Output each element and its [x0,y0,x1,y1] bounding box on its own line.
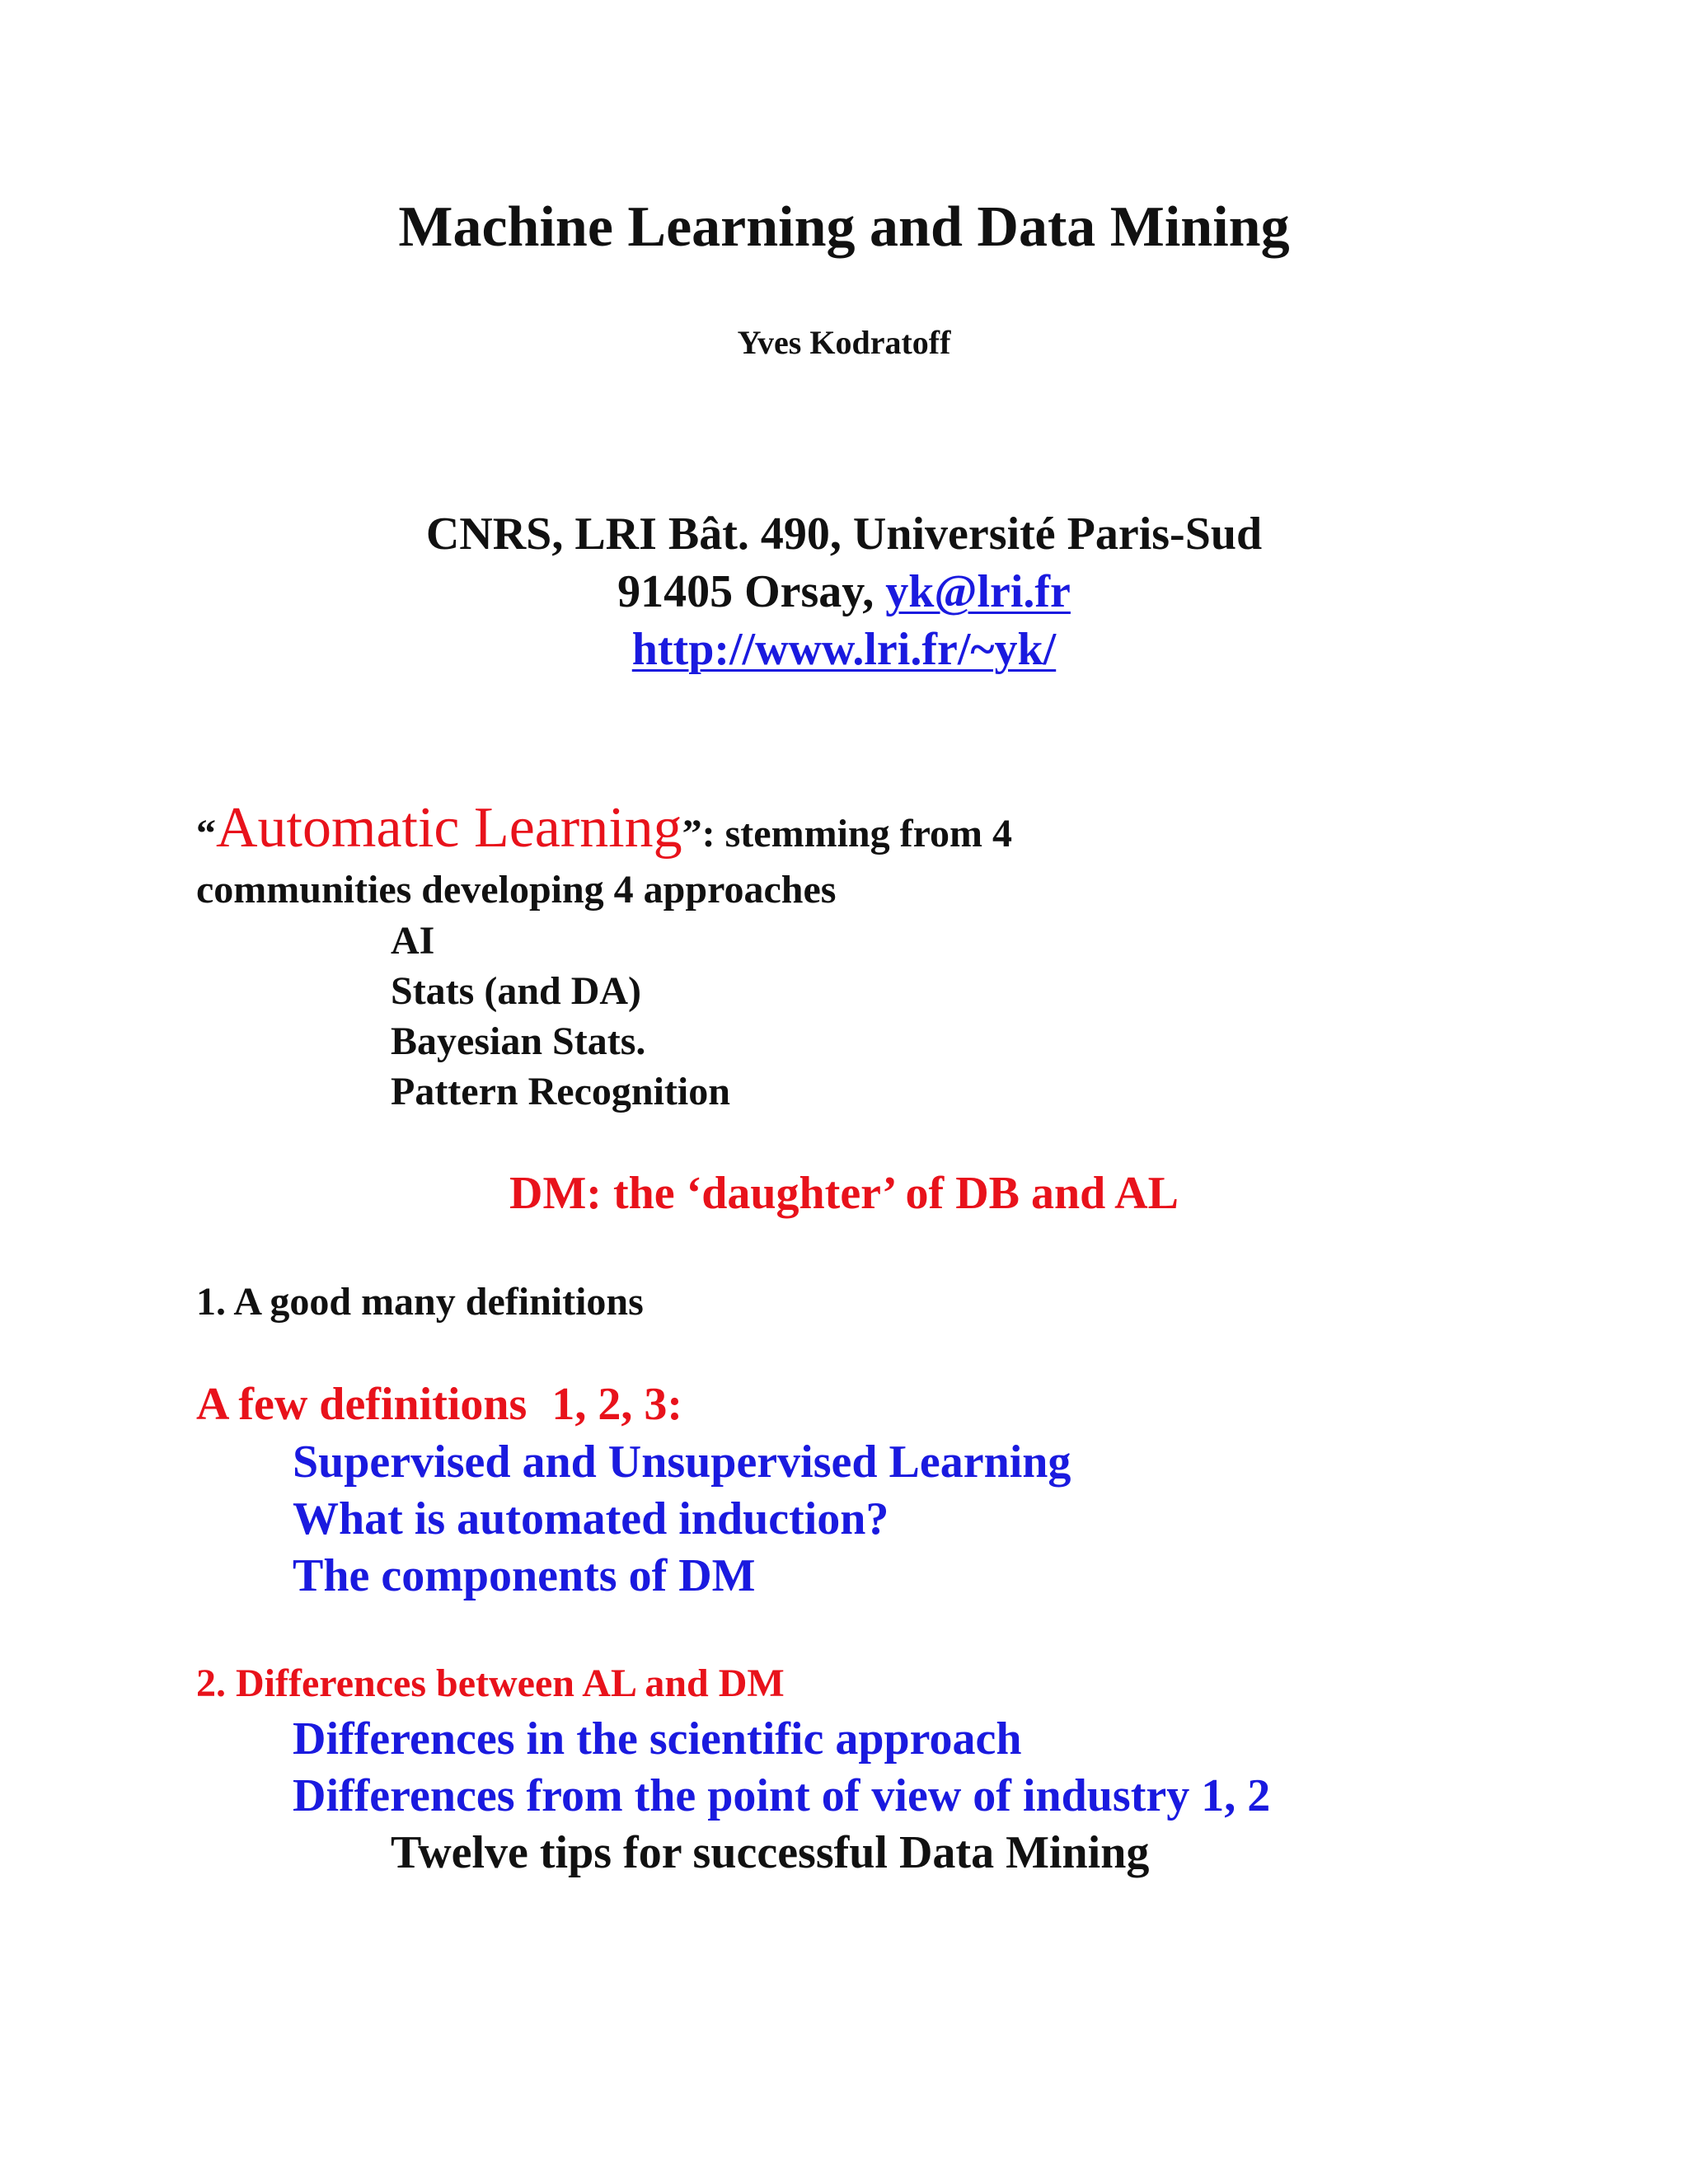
definition-item[interactable]: The components of DM [293,1550,756,1601]
intro-continuation: communities developing 4 approaches [196,868,837,912]
email-link[interactable]: yk@lri.fr [885,566,1071,617]
section-1-title: 1. A good many definitions [196,1280,644,1324]
few-definitions-line [196,1378,682,1431]
author-name: Yves Kodratoff [737,324,951,361]
affiliation-line: CNRS, LRI Bât. 490, Université Paris-Sud [425,509,1263,560]
homepage-line [0,623,1688,676]
approach-item: AI [391,919,435,963]
intro-rest: ”: stemming from 4 [682,812,1012,855]
approach-item: Pattern Recognition [391,1070,730,1113]
few-definitions-link[interactable]: A few definitions [196,1379,528,1430]
section-2-title[interactable]: 2. Differences between AL and DM [196,1661,785,1705]
definition-item[interactable]: What is automated induction? [293,1493,889,1544]
open-quote: “ [196,812,216,855]
difference-item[interactable]: Differences in the scientific approach [293,1713,1022,1765]
address-text: 91405 Orsay, [617,566,886,617]
approach-item: Bayesian Stats. [391,1019,646,1063]
dm-heading: DM: the ‘daughter’ of DB and AL [509,1168,1179,1219]
automatic-learning-term: Automatic Learning [216,796,682,860]
automatic-learning-intro [196,795,1012,861]
definition-item[interactable]: Supervised and Unsupervised Learning [293,1436,1071,1488]
approach-item: Stats (and DA) [391,969,642,1013]
difference-item[interactable]: Differences from the point of view of industry 1, 2 [293,1770,1271,1821]
address-line [0,565,1688,618]
tips-item: Twelve tips for successful Data Mining [391,1827,1150,1878]
homepage-link[interactable]: http://www.lri.fr/~yk/ [631,624,1057,675]
definition-numbers[interactable]: 1, 2, 3: [551,1379,683,1430]
page-title: Machine Learning and Data Mining [398,195,1290,259]
